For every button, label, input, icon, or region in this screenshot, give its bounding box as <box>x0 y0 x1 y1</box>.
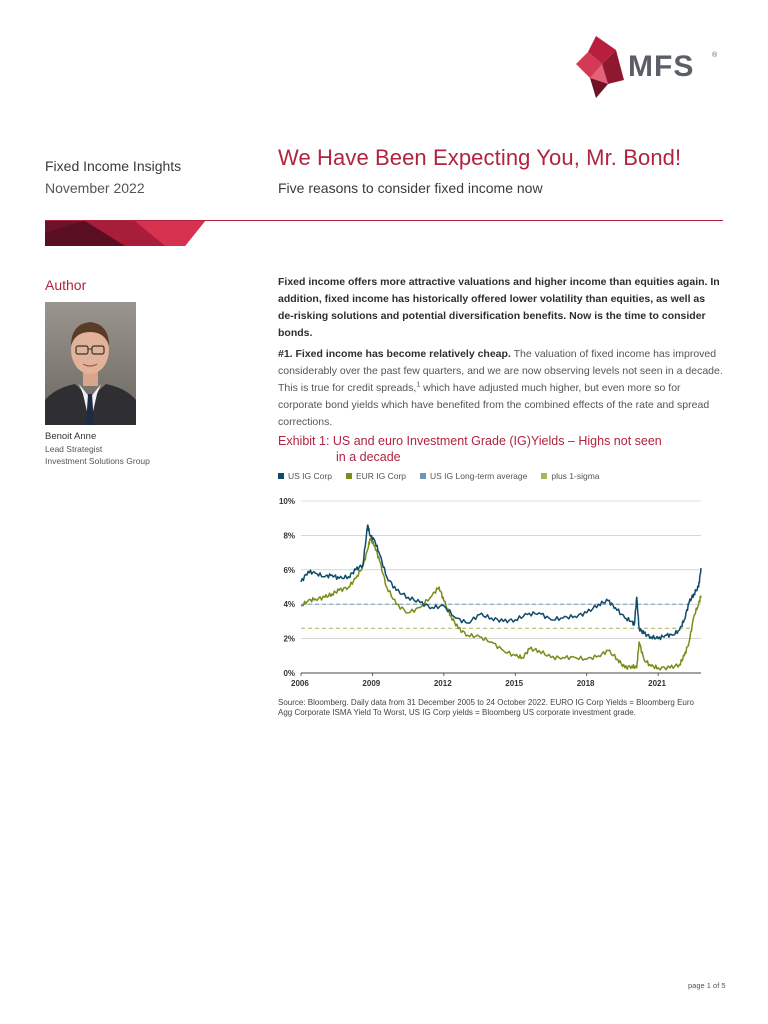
y-tick-label: 2% <box>283 634 295 644</box>
legend-item <box>278 471 332 481</box>
y-tick-label: 6% <box>283 565 295 575</box>
exhibit-source: Source: Bloomberg. Daily data from 31 December 2005 to 24 October 2022. EURO IG Corp Yields = Bloomberg Euro Agg Corporate ISMA Yield To Worst, US IG Corp yields = Bloomberg US corporate investment grade. <box>278 698 694 717</box>
yield-chart <box>270 492 710 692</box>
author-heading: Author <box>45 277 87 293</box>
legend-item <box>541 471 599 481</box>
point-1-paragraph <box>278 346 723 431</box>
point-1-text-a: The valuation of fixed income has improved considerably over the past few quarters, and we are now observing levels not seen in a decade. This is true for credit spreads, <box>278 348 723 394</box>
legend-item <box>346 471 406 481</box>
logo-registered-mark: ® <box>712 52 718 59</box>
x-tick-label: 2012 <box>433 679 452 688</box>
author-group: Investment Solutions Group <box>45 456 150 466</box>
x-tick-label: 2015 <box>505 679 524 688</box>
series-line-us-ig-corp <box>301 525 701 639</box>
y-tick-label: 0% <box>283 669 295 678</box>
exhibit-title-line2: in a decade <box>336 450 401 464</box>
exhibit-title <box>278 433 718 465</box>
mfs-logo <box>572 34 722 104</box>
page-number: page 1 of 5 <box>688 981 726 990</box>
author-photo <box>45 302 136 425</box>
author-name: Benoit Anne <box>45 431 97 442</box>
lead-paragraph: Fixed income offers more attractive valuations and higher income than equities again. In addition, fixed income has historically offered lower volatility than equities, as well as de-risking solutions and potential diversification benefits. Now is the time to consider bonds. <box>278 276 720 339</box>
mfs-logo-mark-icon <box>572 34 628 100</box>
series-name: Fixed Income Insights <box>45 158 182 174</box>
legend-label: plus 1-sigma <box>551 471 600 481</box>
point-1-heading: #1. Fixed income has become relatively cheap. <box>278 348 511 360</box>
exhibit-title-line1: Exhibit 1: US and euro Investment Grade (IG)Yields – Highs not seen <box>278 434 662 448</box>
logo-wordmark: MFS <box>628 50 695 83</box>
chart-legend <box>278 471 600 481</box>
page-title: We Have Been Expecting You, Mr. Bond! <box>278 145 682 170</box>
legend-item <box>420 471 527 481</box>
legend-label: US IG Corp <box>288 471 332 481</box>
x-tick-label: 2006 <box>291 679 309 688</box>
x-tick-label: 2021 <box>648 679 666 688</box>
publication-date: November 2022 <box>45 180 145 196</box>
legend-label: US IG Long-term average <box>430 471 528 481</box>
y-tick-label: 4% <box>283 600 295 610</box>
y-tick-label: 8% <box>283 531 295 541</box>
legend-label: EUR IG Corp <box>355 471 407 481</box>
legend-swatch <box>346 473 352 479</box>
x-tick-label: 2009 <box>362 679 381 688</box>
x-tick-label: 2018 <box>576 679 595 688</box>
page-subtitle: Five reasons to consider fixed income now <box>278 180 543 196</box>
y-tick-label: 10% <box>278 497 295 506</box>
point-1-text-b: which have adjusted much higher, but even more so for corporate bond yields which have benefited from the combined effects of the rate and spread corrections. <box>278 382 710 428</box>
decorative-band <box>45 221 205 246</box>
author-role: Lead Strategist <box>45 444 103 454</box>
legend-swatch <box>541 473 547 479</box>
legend-swatch <box>278 473 284 479</box>
footnote-ref: 1 <box>416 381 421 389</box>
legend-swatch <box>420 473 426 479</box>
